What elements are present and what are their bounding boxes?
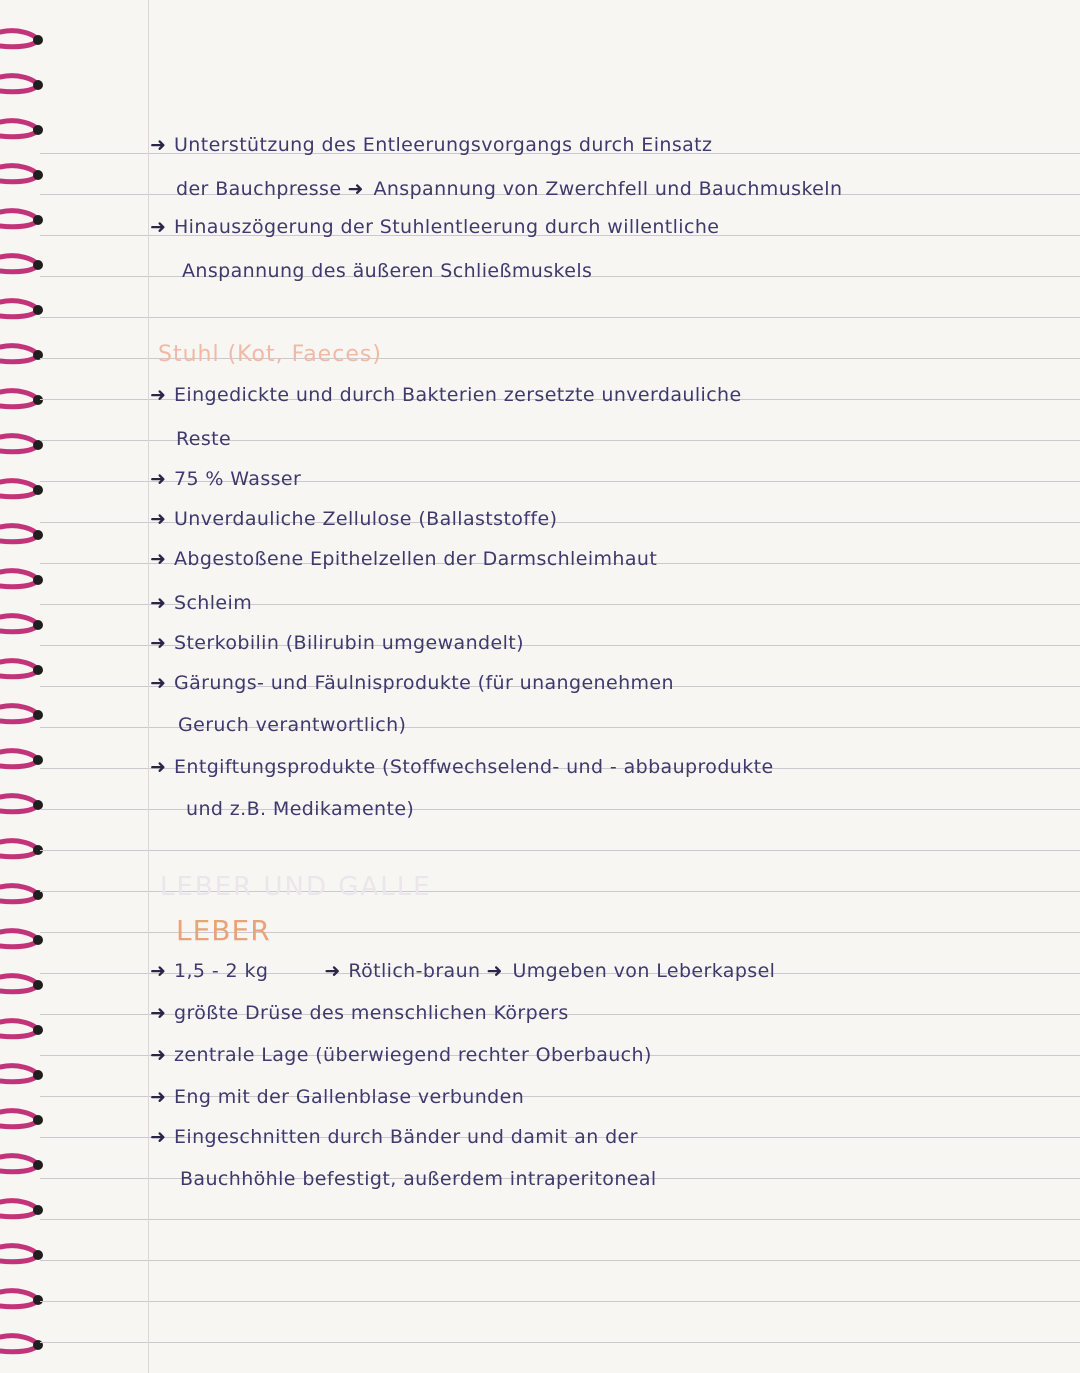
- spiral-ring: [0, 841, 38, 857]
- list-item: ➜ Sterkobilin (Bilirubin umgewandelt): [150, 632, 524, 654]
- line-text: Hinauszögerung der Stuhlentleerung durch willentliche: [174, 216, 720, 238]
- spiral-hole: [33, 215, 43, 225]
- spiral-ring: [0, 346, 38, 362]
- spiral-ring: [0, 1156, 38, 1172]
- text-line: [150, 134, 712, 156]
- text-line: [176, 178, 842, 200]
- arrow-icon: ➜: [486, 960, 503, 982]
- ruled-line: [40, 1301, 1080, 1302]
- spiral-ring: [0, 1291, 38, 1307]
- spiral-hole: [33, 440, 43, 450]
- spiral-ring: [0, 76, 38, 92]
- spiral-hole: [33, 305, 43, 315]
- list-item: ➜ größte Drüse des menschlichen Körpers: [150, 1002, 569, 1024]
- list-item: Bauchhöhle befestigt, außerdem intraperitoneal: [180, 1168, 657, 1190]
- list-item: Geruch verantwortlich): [178, 714, 407, 736]
- spiral-hole: [33, 80, 43, 90]
- arrow-icon: ➜: [324, 960, 341, 982]
- arrow-icon: ➜: [347, 178, 364, 200]
- spiral-hole: [33, 710, 43, 720]
- spiral-ring: [0, 1246, 38, 1262]
- spiral-hole: [33, 1295, 43, 1305]
- list-item: Reste: [176, 428, 232, 450]
- arrow-icon: ➜: [150, 960, 167, 982]
- spiral-hole: [33, 935, 43, 945]
- spiral-ring: [0, 166, 38, 182]
- text-line: [182, 260, 592, 282]
- list-item: ➜ Gärungs- und Fäulnisprodukte (für unangenehmen: [150, 672, 674, 694]
- spiral-hole: [33, 125, 43, 135]
- spiral-hole: [33, 530, 43, 540]
- spiral-ring: [0, 976, 38, 992]
- ruled-line: [40, 1219, 1080, 1220]
- list-item: ➜ 75 % Wasser: [150, 468, 302, 490]
- arrow-icon: ➜: [150, 216, 167, 238]
- list-item: ➜ Unverdauliche Zellulose (Ballaststoffe): [150, 508, 558, 530]
- spiral-ring: [0, 706, 38, 722]
- line-text: Unterstützung des Entleerungsvorgangs durch Einsatz: [174, 134, 713, 156]
- arrow-icon: ➜: [150, 1002, 167, 1024]
- spiral-ring: [0, 121, 38, 137]
- arrow-icon: ➜: [150, 1086, 167, 1108]
- spiral-ring: [0, 526, 38, 542]
- spiral-hole: [33, 575, 43, 585]
- spiral-ring: [0, 31, 38, 47]
- spiral-ring: [0, 211, 38, 227]
- spiral-ring: [0, 661, 38, 677]
- spiral-hole: [33, 170, 43, 180]
- line-text: Anspannung von Zwerchfell und Bauchmuskeln: [373, 178, 843, 200]
- spiral-hole: [33, 260, 43, 270]
- list-item: und z.B. Medikamente): [186, 798, 415, 820]
- list-item: ➜ Eingeschnitten durch Bänder und damit an der: [150, 1126, 638, 1148]
- arrow-icon: ➜: [150, 384, 167, 406]
- section-heading-leber: LEBER: [176, 914, 271, 947]
- arrow-icon: ➜: [150, 548, 167, 570]
- section-heading-stuhl: Stuhl (Kot, Faeces): [158, 342, 382, 367]
- spiral-ring: [0, 1336, 38, 1352]
- ruled-line: [40, 1342, 1080, 1343]
- ruled-line: [40, 1260, 1080, 1261]
- list-item: ➜ Schleim: [150, 592, 253, 614]
- spiral-hole: [33, 665, 43, 675]
- spiral-hole: [33, 1160, 43, 1170]
- spiral-ring: [0, 1201, 38, 1217]
- arrow-icon: ➜: [150, 756, 167, 778]
- spiral-ring: [0, 931, 38, 947]
- spiral-ring: [0, 886, 38, 902]
- spiral-ring: [0, 256, 38, 272]
- arrow-icon: ➜: [150, 1044, 167, 1066]
- spiral-ring: [0, 1021, 38, 1037]
- spiral-ring: [0, 391, 38, 407]
- list-item: ➜ Eng mit der Gallenblase verbunden: [150, 1086, 525, 1108]
- list-item: ➜ Abgestoßene Epithelzellen der Darmschleimhaut: [150, 548, 658, 570]
- spiral-ring: [0, 796, 38, 812]
- spiral-hole: [33, 980, 43, 990]
- faded-heading: LEBER UND GALLE: [160, 872, 432, 902]
- spiral-ring: [0, 616, 38, 632]
- spiral-hole: [33, 1070, 43, 1080]
- spiral-hole: [33, 1115, 43, 1125]
- spiral-hole: [33, 485, 43, 495]
- arrow-icon: ➜: [150, 632, 167, 654]
- arrow-icon: ➜: [150, 672, 167, 694]
- ruled-line: [40, 850, 1080, 851]
- spiral-hole: [33, 395, 43, 405]
- list-item: ➜ 1,5 - 2 kg ➜ Rötlich-braun ➜ Umgeben von Leberkapsel: [150, 960, 776, 982]
- ruled-line: [40, 317, 1080, 318]
- spiral-hole: [33, 620, 43, 630]
- spiral-ring: [0, 571, 38, 587]
- spiral-ring: [0, 301, 38, 317]
- margin-line: [148, 0, 149, 1373]
- spiral-ring: [0, 1111, 38, 1127]
- line-text: Anspannung des äußeren Schließmuskels: [182, 260, 593, 282]
- arrow-icon: ➜: [150, 134, 167, 156]
- spiral-ring: [0, 751, 38, 767]
- text-line: [150, 216, 719, 238]
- spiral-hole: [33, 1250, 43, 1260]
- spiral-ring: [0, 1066, 38, 1082]
- arrow-icon: ➜: [150, 592, 167, 614]
- list-item: ➜ zentrale Lage (überwiegend rechter Oberbauch): [150, 1044, 652, 1066]
- spiral-ring: [0, 481, 38, 497]
- spiral-hole: [33, 35, 43, 45]
- arrow-icon: ➜: [150, 508, 167, 530]
- list-item: ➜ Entgiftungsprodukte (Stoffwechselend- und - abbauprodukte: [150, 756, 774, 778]
- spiral-hole: [33, 1025, 43, 1035]
- list-item: ➜ Eingedickte und durch Bakterien zersetzte unverdauliche: [150, 384, 742, 406]
- spiral-ring: [0, 436, 38, 452]
- arrow-icon: ➜: [150, 468, 167, 490]
- arrow-icon: ➜: [150, 1126, 167, 1148]
- line-text: der Bauchpresse: [176, 178, 342, 200]
- spiral-hole: [33, 1205, 43, 1215]
- spiral-hole: [33, 755, 43, 765]
